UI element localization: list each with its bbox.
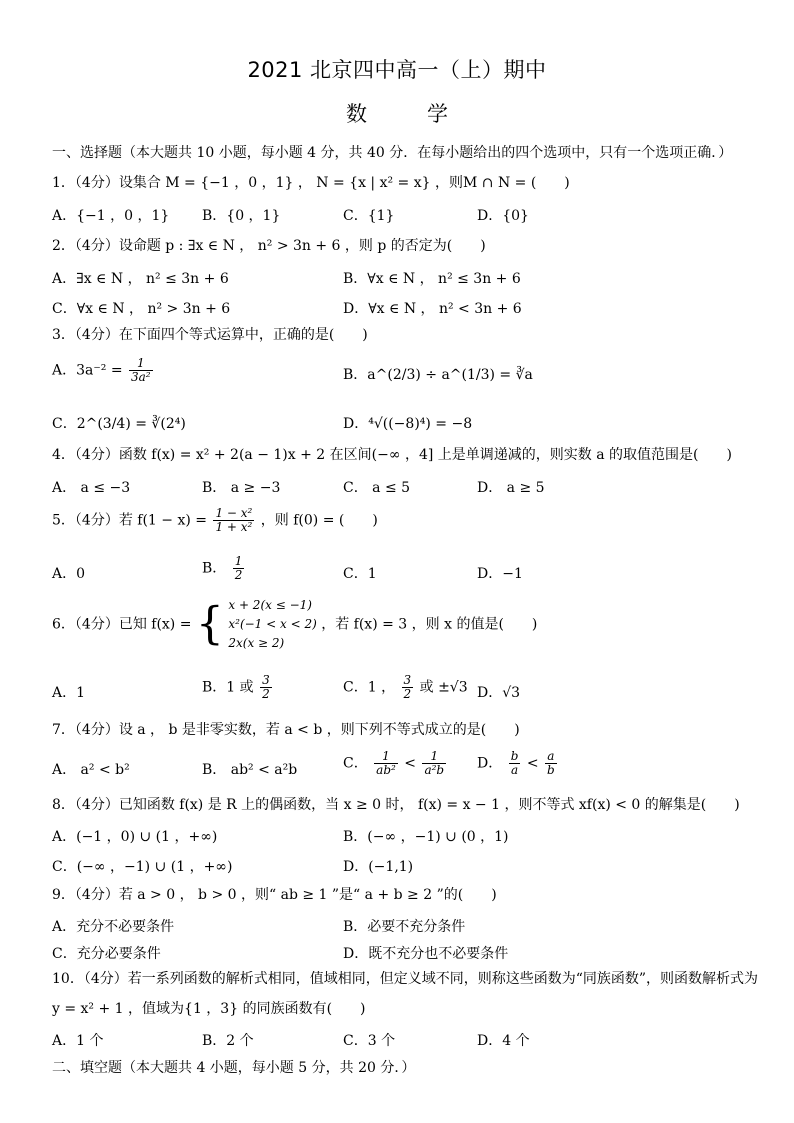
fraction [129, 357, 153, 384]
question-6-stem-rhs: ，若 f(x) = 3 ，则 x 的值是( ) [321, 616, 538, 633]
question-7-option-b: B． ab² < a²b [202, 762, 298, 778]
fraction-numerator: 3 [262, 673, 270, 687]
question-5-option-a: A．0 [52, 566, 86, 582]
fraction-numerator: 1 [422, 750, 446, 764]
question-6-stem [52, 596, 537, 653]
question-4-option-c: C． a ≤ 5 [343, 480, 411, 496]
fraction [402, 674, 414, 701]
fraction-denominator: a²b [424, 763, 445, 777]
fraction-denominator: 2 [403, 687, 412, 701]
fraction [374, 750, 398, 777]
piecewise-case-1: x + 2(x ≤ −1) [228, 598, 312, 612]
fraction-numerator: 1 [129, 357, 153, 371]
option-label: D． [477, 755, 503, 772]
question-8-option-c: C．(−∞ ，−1) ∪ (1 ，+∞) [52, 859, 233, 875]
question-2-option-c: C．∀x ∈ N ， n² > 3n + 6 [52, 301, 231, 317]
question-2-option-d: D．∀x ∈ N ， n² < 3n + 6 [343, 301, 522, 317]
question-2-option-a: A．∃x ∈ N ， n² ≤ 3n + 6 [52, 271, 229, 287]
question-5-option-b [202, 555, 246, 582]
question-5-option-d: D．−1 [477, 566, 523, 582]
question-1-option-b: B．{0 ，1} [202, 208, 281, 224]
exam-title: 2021 北京四中高一（上）期中 [247, 58, 547, 82]
question-7-option-a: A． a² < b² [52, 762, 130, 778]
fraction-denominator: a [510, 763, 519, 777]
question-4-option-d: D． a ≥ 5 [477, 480, 545, 496]
question-3-option-d: D．⁴√((−8)⁴) = −8 [343, 416, 473, 432]
fraction-denominator: 2 [234, 568, 243, 582]
fraction [233, 555, 245, 582]
question-8-option-a: A．(−1 ，0) ∪ (1 ，+∞) [52, 829, 218, 845]
fraction [545, 750, 557, 777]
question-5-stem-lhs: 5．（4分）若 f(1 − x) = [52, 512, 207, 529]
question-9-option-b: B．必要不充分条件 [343, 919, 466, 935]
question-9-option-c: C．充分必要条件 [52, 946, 161, 962]
question-9-stem: 9．（4分）若 a > 0 ， b > 0 ，则“ ab ≥ 1 ”是“ a + b ≥ 2 ”的( ) [52, 887, 497, 903]
question-10-stem-line-1: 10．（4分）若一系列函数的解析式相同，值域相同，但定义域不同，则称这些函数为“同族函数”，则函数解析式为 [52, 971, 759, 987]
question-3-option-c: C．2^(3/4) = ∛(2⁴) [52, 416, 186, 432]
piecewise-cases [228, 596, 316, 653]
inequality-sign: < [404, 755, 417, 772]
option-label: C．1 ， [343, 679, 396, 696]
question-10-stem-line-2: y = x² + 1 ，值域为{1 ，3} 的同族函数有( ) [52, 1001, 366, 1017]
fraction-numerator: 1 − x² [215, 506, 253, 520]
question-8-option-b: B．(−∞ ，−1) ∪ (0 ，1) [343, 829, 509, 845]
fraction-denominator: 2 [262, 687, 270, 701]
question-6-option-d: D．√3 [477, 685, 521, 701]
question-10-option-b: B．2 个 [202, 1033, 254, 1049]
section-2-heading: 二、填空题（本大题共 4 小题，每小题 5 分，共 20 分．） [52, 1060, 416, 1076]
question-4-option-a: A． a ≤ −3 [52, 480, 131, 496]
piecewise-brace: { [195, 598, 224, 650]
question-3-option-a-lhs: A．3a⁻² = [52, 362, 123, 379]
option-label: B．1 或 [202, 679, 254, 696]
inequality-sign: < [526, 755, 539, 772]
question-7-stem: 7．（4分）设 a ， b 是非零实数，若 a < b ，则下列不等式成立的是( ) [52, 722, 520, 738]
question-9-option-d: D．既不充分也不必要条件 [343, 946, 509, 962]
fraction-denominator: 1 + x² [215, 520, 253, 534]
fraction-denominator: 3a² [131, 370, 151, 384]
option-label: C． [343, 755, 368, 772]
question-4-option-b: B． a ≥ −3 [202, 480, 281, 496]
fraction-denominator: ab² [376, 763, 396, 777]
question-7-option-d [477, 750, 559, 777]
question-1-stem: 1．（4分）设集合 M = {−1 ，0 ，1} ， N = {x | x² = x} ，则M ∩ N = ( ) [52, 175, 570, 191]
fraction-numerator: a [545, 750, 557, 764]
fraction-numerator: 3 [403, 673, 412, 687]
fraction-numerator: 1 [374, 750, 398, 764]
question-6-option-c [343, 674, 468, 701]
question-7-option-c [343, 750, 448, 777]
fraction [509, 750, 521, 777]
question-6-option-b [202, 674, 274, 701]
fraction [213, 507, 254, 534]
fraction-numerator: 1 [234, 554, 243, 568]
question-5-option-c: C．1 [343, 566, 377, 582]
option-label: B． [202, 560, 227, 577]
question-2-stem: 2．（4分）设命题 p : ∃x ∈ N ， n² > 3n + 6 ，则 p 的否定为( ) [52, 238, 486, 254]
fraction-numerator: b [510, 749, 519, 763]
question-8-option-d: D．(−1,1) [343, 859, 414, 875]
question-8-stem: 8．（4分）已知函数 f(x) 是 R 上的偶函数，当 x ≥ 0 时， f(x) = x − 1 ，则不等式 xf(x) < 0 的解集是( ) [52, 797, 740, 813]
option-tail: 或 ±√3 [419, 679, 468, 696]
question-4-stem: 4．（4分）函数 f(x) = x² + 2(a − 1)x + 2 在区间(−∞ ，4] 上是单调递减的，则实数 a 的取值范围是( ) [52, 447, 732, 463]
question-1-option-c: C．{1} [343, 208, 395, 224]
fraction [260, 674, 272, 701]
question-3-option-a [52, 357, 155, 384]
question-1-option-a: A．{−1 ，0 ，1} [52, 208, 170, 224]
piecewise-case-2: x²(−1 < x < 2) [228, 617, 317, 631]
fraction [422, 750, 446, 777]
question-10-option-c: C．3 个 [343, 1033, 396, 1049]
section-1-heading: 一、选择题（本大题共 10 小题，每小题 4 分，共 40 分．在每小题给出的四个选项中，只有一个选项正确．） [52, 145, 733, 161]
subject-title: 数学 [346, 102, 508, 126]
question-10-option-d: D．4 个 [477, 1033, 530, 1049]
piecewise-case-3: 2x(x ≥ 2) [228, 636, 285, 650]
question-6-stem-lhs: 6．（4分）已知 f(x) = [52, 616, 192, 633]
question-3-option-b: B．a^(2/3) ÷ a^(1/3) = ∛a [343, 367, 533, 383]
question-10-option-a: A．1 个 [52, 1033, 104, 1049]
question-1-option-d: D．{0} [477, 208, 529, 224]
question-9-option-a: A．充分不必要条件 [52, 919, 175, 935]
question-5-stem [52, 507, 378, 534]
question-5-stem-rhs: ，则 f(0) = ( ) [260, 512, 378, 529]
fraction-denominator: b [547, 763, 555, 777]
question-2-option-b: B．∀x ∈ N ， n² ≤ 3n + 6 [343, 271, 521, 287]
question-6-option-a: A．1 [52, 685, 86, 701]
question-3-stem: 3．（4分）在下面四个等式运算中，正确的是( ) [52, 327, 368, 343]
